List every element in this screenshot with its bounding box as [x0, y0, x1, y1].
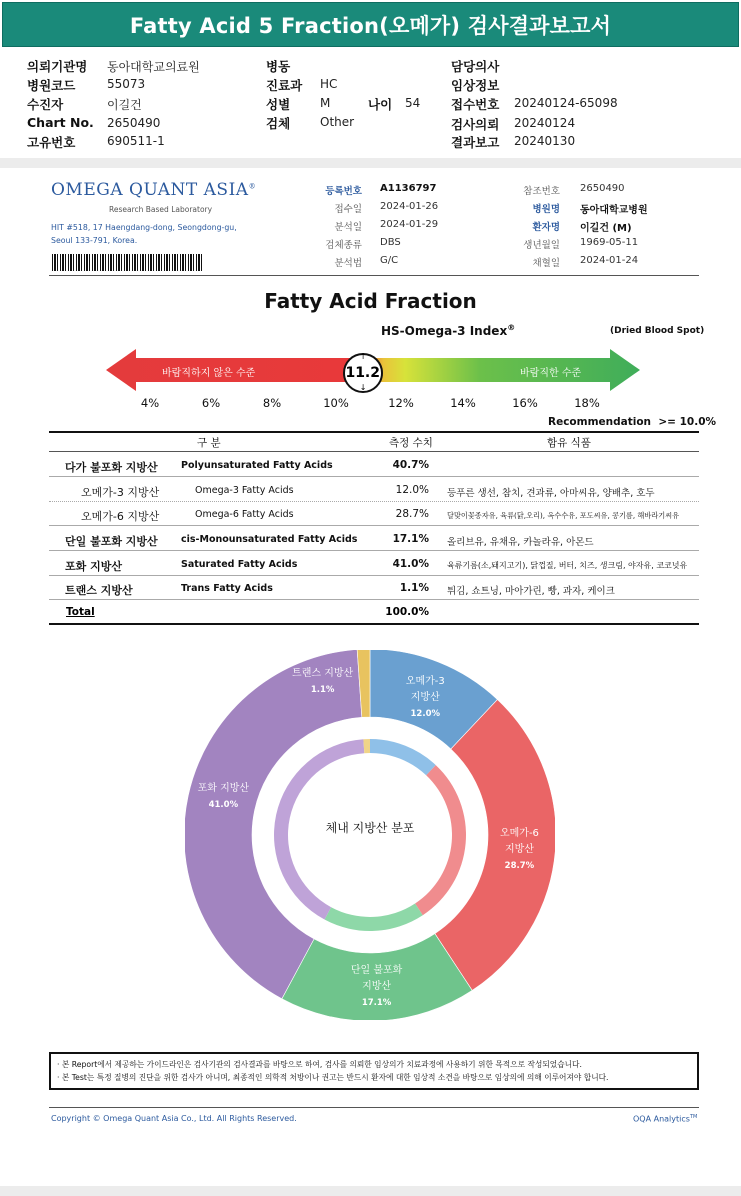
- brand-text: OQA Analytics: [633, 1114, 690, 1124]
- lab-address-2: Seoul 133-791, Korea.: [51, 236, 138, 245]
- row-value: 17.1%: [392, 533, 429, 545]
- gauge-tick-label: 16%: [512, 396, 538, 410]
- info-label: 생년월일: [523, 240, 560, 251]
- info-label: 검체종류: [325, 240, 362, 251]
- col-header-foods: 함유 식품: [547, 437, 591, 449]
- col-header-category: 구 분: [197, 437, 221, 449]
- row-category-kr: 다가 불포화 지방산: [65, 461, 158, 474]
- info-label: 병원명: [532, 204, 560, 215]
- table-row: [49, 527, 699, 551]
- total-label: Total: [66, 606, 95, 618]
- table-row: [49, 552, 699, 576]
- header-label: 의뢰기관명: [27, 59, 88, 74]
- row-value: 1.1%: [399, 582, 429, 594]
- header-value: 동아대학교의료원: [107, 60, 200, 74]
- info-divider: [49, 275, 699, 276]
- table-header: [49, 434, 699, 452]
- recommendation: Recommendation >= 10.0%: [548, 416, 717, 428]
- row-foods: 올리브유, 유채유, 카놀라유, 아몬드: [447, 537, 594, 548]
- row-category-en: Trans Fatty Acids: [181, 583, 273, 594]
- slice-percent-wrap: [351, 995, 402, 1011]
- index-title: [381, 323, 515, 338]
- oqa-brand: [633, 1114, 697, 1124]
- index-title-text: HS-Omega-3 Index: [381, 324, 508, 338]
- row-foods: 등푸른 생선, 참치, 견과류, 아마씨유, 양배추, 호두: [447, 488, 655, 499]
- footer-divider: [49, 1107, 699, 1108]
- row-category-en: cis-Monounsaturated Fatty Acids: [181, 534, 358, 545]
- gauge-tick-label: 14%: [450, 396, 476, 410]
- slice-name: 지방산: [362, 980, 392, 992]
- info-value: DBS: [380, 237, 401, 248]
- chart-center-title: 체내 지방산 분포: [325, 821, 415, 835]
- info-label: 채혈일: [532, 258, 560, 269]
- col-header-value: 측정 수치: [389, 437, 433, 449]
- slice-percent: 41.0%: [208, 800, 239, 811]
- row-category-kr: 단일 불포화 지방산: [65, 535, 158, 548]
- row-category-en: Omega-6 Fatty Acids: [195, 509, 294, 520]
- header-label: 임상정보: [451, 78, 500, 93]
- slice-percent: 17.1%: [361, 997, 392, 1008]
- row-value: 40.7%: [392, 459, 429, 471]
- title-bar: [0, 0, 741, 50]
- header-value: 이길건: [107, 98, 142, 112]
- info-label: 분석일: [334, 222, 362, 233]
- header-label: 고유번호: [27, 135, 76, 150]
- info-value: 이길건 (M): [580, 223, 632, 234]
- slice-name: 트랜스 지방산: [292, 668, 354, 680]
- header-label: 결과보고: [451, 135, 500, 150]
- row-category-kr: 오메가-6 지방산: [81, 510, 160, 523]
- slice-percent-wrap: [198, 797, 249, 813]
- row-category-en: Omega-3 Fatty Acids: [195, 485, 294, 496]
- gauge-tick-label: 18%: [574, 396, 600, 410]
- slice-label: [292, 666, 353, 698]
- slice-label: [351, 963, 402, 1011]
- header-divider: [0, 158, 741, 168]
- header-label: 병원코드: [27, 78, 76, 93]
- header-label: 성별: [266, 97, 291, 112]
- row-category-kr: 트랜스 지방산: [65, 584, 133, 597]
- disclaimer-line: · 본 Report에서 제공하는 가이드라인은 검사기관의 검사결과를 바탕으로 하여, 검사를 의뢰한 임상의가 치료과정에 사용하기 위한 목적으로 작성되었습니다.: [57, 1060, 582, 1069]
- logo-text: OMEGA QUANT ASIA: [51, 180, 249, 200]
- header-label: Chart No.: [27, 115, 94, 130]
- gauge-value: 11.2: [345, 365, 380, 381]
- info-label: 환자명: [532, 222, 560, 233]
- info-value: A1136797: [380, 183, 437, 194]
- row-value: 28.7%: [395, 508, 429, 520]
- marker-down-arrow-icon: ↓: [359, 383, 367, 392]
- header-label: 검체: [266, 116, 291, 131]
- brand-tm: TM: [689, 1114, 698, 1120]
- header-label: 담당의사: [451, 59, 500, 74]
- inner-ring-slice: [363, 739, 370, 753]
- slice-percent-wrap: [500, 858, 539, 874]
- info-label: 접수일: [334, 204, 362, 215]
- age-label: 나이: [368, 97, 393, 112]
- slice-name: 오메가-6: [499, 827, 539, 839]
- omega-quant-logo: [51, 180, 256, 200]
- slice-name: 지방산: [410, 691, 440, 703]
- gauge-left-label: 바람직하지 않은 수준: [162, 368, 256, 379]
- inner-ring-slice: [415, 765, 466, 915]
- header-value: 55073: [107, 77, 146, 91]
- row-category-en: Saturated Fatty Acids: [181, 559, 298, 570]
- header-value: 20240130: [514, 134, 576, 148]
- slice-percent-wrap: [292, 682, 353, 698]
- inner-ring-slice: [370, 739, 436, 775]
- disclaimer-line: · 본 Test는 특정 질병의 진단을 위한 검사가 아니며, 최종적인 의학적 처방이나 권고는 반드시 환자에 대한 임상적 소견을 바탕으로 임상의에 의해 이루어져야 합니다.: [57, 1073, 609, 1082]
- row-foods: 육류기름(소,돼지고기), 닭껍질, 버터, 치즈, 생크림, 야자유, 코코넛유: [447, 561, 688, 570]
- header-value: 20240124-65098: [514, 96, 618, 110]
- page-bottom-bar: [0, 1186, 741, 1196]
- slice-percent: 28.7%: [504, 860, 535, 871]
- header-label: 진료과: [266, 78, 303, 93]
- slice-percent-wrap: [406, 706, 445, 722]
- barcode: [52, 254, 202, 271]
- header-label: 접수번호: [451, 97, 500, 112]
- header-value: Other: [320, 115, 355, 129]
- slice-percent: 1.1%: [310, 685, 335, 696]
- info-value: G/C: [380, 255, 399, 266]
- slice-name: 포화 지방산: [197, 783, 250, 795]
- slice-label: [500, 826, 539, 874]
- gauge-tick-label: 4%: [140, 396, 160, 410]
- row-value: 41.0%: [392, 558, 429, 570]
- age-value: 54: [405, 96, 421, 110]
- gauge-right-label: 바람직한 수준: [520, 368, 582, 379]
- slice-label: [198, 781, 249, 813]
- dried-blood-label: (Dried Blood Spot): [610, 326, 705, 336]
- table-total-row: [49, 600, 699, 625]
- info-value: 2650490: [580, 183, 625, 194]
- header-label: 검사의뢰: [451, 117, 500, 132]
- disclaimer-box: [49, 1052, 699, 1090]
- info-value: 동아대학교병원: [580, 205, 648, 216]
- info-label: 등록번호: [325, 186, 362, 197]
- info-value: 1969-05-11: [580, 237, 639, 248]
- table-row: [49, 576, 699, 600]
- section-title: Fatty Acid Fraction: [264, 289, 477, 313]
- total-value: 100.0%: [385, 606, 429, 618]
- header-value: M: [320, 96, 331, 110]
- row-category-en: Polyunsaturated Fatty Acids: [181, 460, 333, 471]
- info-label: 분석법: [334, 258, 362, 269]
- header-value: HC: [320, 77, 338, 91]
- header-value: 2650490: [107, 116, 161, 130]
- inner-ring-slice: [325, 904, 423, 931]
- gauge-tick-label: 8%: [262, 396, 282, 410]
- row-value: 12.0%: [395, 484, 429, 496]
- info-value: 2024-01-26: [380, 201, 439, 212]
- gauge-tick-label: 10%: [323, 396, 349, 410]
- copyright: Copyright © Omega Quant Asia Co., Ltd. All Rights Reserved.: [51, 1114, 297, 1123]
- header-label: 병동: [266, 59, 291, 74]
- logo-subtitle: Research Based Laboratory: [109, 205, 213, 214]
- gauge-tick-label: 6%: [201, 396, 221, 410]
- marker-up-arrow-icon: ↑: [359, 352, 367, 361]
- table-top-border: [49, 431, 699, 433]
- slice-name: 단일 불포화: [350, 964, 403, 976]
- slice-label: [406, 674, 445, 722]
- slice-percent: 12.0%: [410, 708, 441, 719]
- gauge-tick-label: 12%: [388, 396, 414, 410]
- info-label: 참조번호: [523, 186, 560, 197]
- index-title-sup: ®: [507, 323, 516, 332]
- report-title: Fatty Acid 5 Fraction(오메가) 검사결과보고서: [2, 2, 739, 47]
- row-foods: 튀김, 쇼트닝, 마아가린, 빵, 과자, 케이크: [447, 586, 615, 597]
- table-row: [49, 502, 699, 526]
- header-value: 690511-1: [107, 134, 165, 148]
- row-category-kr: 오메가-3 지방산: [81, 486, 160, 499]
- row-foods: 달맞이꽃종자유, 육류(닭,오리), 옥수수유, 포도씨유, 콩기름, 해바라기씨유: [447, 511, 680, 520]
- row-category-kr: 포화 지방산: [65, 560, 122, 573]
- table-row: [49, 453, 699, 477]
- header-value: 20240124: [514, 116, 576, 130]
- info-value: 2024-01-24: [580, 255, 639, 266]
- logo-reg: ®: [248, 182, 257, 191]
- info-value: 2024-01-29: [380, 219, 439, 230]
- slice-name: 지방산: [504, 843, 534, 855]
- table-row: [49, 478, 699, 502]
- lab-address-1: HIT #518, 17 Haengdang-dong, Seongdong-gu,: [51, 223, 237, 232]
- slice-name: 오메가-3: [405, 675, 445, 687]
- header-label: 수진자: [27, 97, 64, 112]
